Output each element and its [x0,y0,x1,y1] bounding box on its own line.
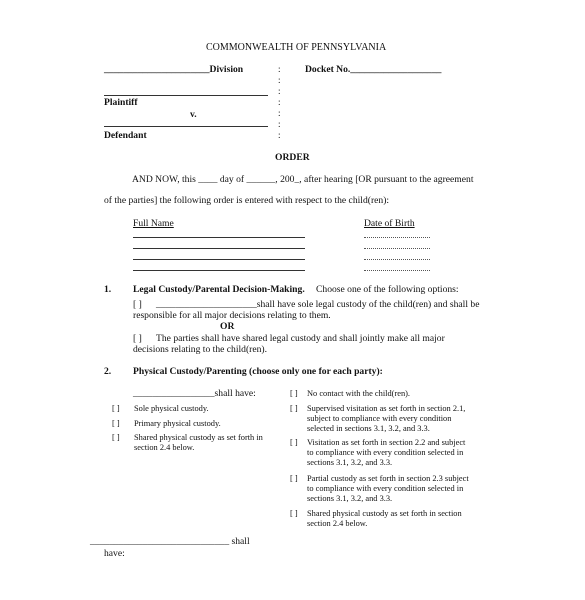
child-name-line [133,270,305,271]
legal-custody-sole-text-1: _____________________shall have sole legal custody of the child(ren) and shall be [156,299,480,310]
plaintiff-label: Plaintiff [104,97,138,108]
child-dob-line [364,237,430,238]
supervised-visitation-label: subject to compliance with every condition [307,414,452,423]
partial-custody-checkbox[interactable]: [ ] [290,474,298,483]
supervised-visitation-label: selected in sections 3.1, 3.2, and 3.3. [307,424,430,433]
visitation-label: to compliance with every condition selected in [307,448,464,457]
children-date-of-birth-header: Date of Birth [364,218,415,229]
order-intro-line-2: of the parties] the following order is entered with respect to the child(ren): [104,195,390,206]
caption-blank-line-1 [104,95,268,96]
section-2-title: Physical Custody/Parenting (choose only one for each party): [133,366,383,377]
supervised-visitation-checkbox[interactable]: [ ] [290,404,298,413]
no-contact-checkbox[interactable]: [ ] [290,389,298,398]
section-1-title: Legal Custody/Parental Decision-Making. [133,284,305,295]
visitation-label: sections 3.1, 3.2, and 3.3. [307,458,393,467]
or-separator: OR [220,321,235,332]
children-full-name-header: Full Name [133,218,174,229]
division-field: ______________________Division [104,64,244,75]
child-name-line [133,259,305,260]
shared-physical-custody-label: section 2.4 below. [134,443,195,452]
shared-physical-custody-label: Shared physical custody as set forth in [134,433,263,442]
visitation-label: Visitation as set forth in section 2.2 and subject [307,438,466,447]
legal-custody-shared-text-1: The parties shall have shared legal custody and shall jointly make all major [156,333,445,344]
shared-physical-custody-right-label: Shared physical custody as set forth in section [307,509,462,518]
order-intro-line-1: AND NOW, this ____ day of ______, 200_, after hearing [OR pursuant to the agreement [132,174,474,185]
primary-physical-custody-checkbox[interactable]: [ ] [112,419,120,428]
visitation-checkbox[interactable]: [ ] [290,438,298,447]
supervised-visitation-label: Supervised visitation as set forth in section 2.1, [307,404,466,413]
docket-number-field: Docket No.___________________ [305,64,442,75]
child-dob-line [364,270,430,271]
section-1-instructions: Choose one of the following options: [316,284,459,295]
physical-custody-party-line: _________________shall have: [133,388,256,399]
legal-custody-shared-text-2: decisions relating to the child(ren). [133,344,268,355]
partial-custody-label: sections 3.1, 3.2, and 3.3. [307,494,393,503]
caption-colon: : [278,64,281,74]
legal-custody-shared-checkbox[interactable]: [ ] [133,333,142,344]
child-dob-line [364,248,430,249]
primary-physical-custody-label: Primary physical custody. [134,419,221,428]
shared-physical-custody-checkbox[interactable]: [ ] [112,433,120,442]
shared-physical-custody-right-checkbox[interactable]: [ ] [290,509,298,518]
caption-blank-line-2 [104,126,268,127]
shared-physical-custody-right-label: section 2.4 below. [307,519,368,528]
caption-colon: : [278,119,281,129]
second-party-have-label: have: [104,548,125,559]
caption-colon: : [278,86,281,96]
order-heading: ORDER [275,152,310,163]
defendant-label: Defendant [104,130,147,141]
section-1-number: 1. [104,284,112,295]
caption-colon: : [278,130,281,140]
child-name-line [133,237,305,238]
versus-label: v. [190,109,197,120]
second-party-line: _____________________________ shall [90,536,250,547]
section-2-number: 2. [104,366,112,377]
caption-colon: : [278,108,281,118]
legal-custody-sole-checkbox[interactable]: [ ] [133,299,142,310]
child-name-line [133,248,305,249]
caption-colon: : [278,97,281,107]
document-title: COMMONWEALTH OF PENNSYLVANIA [206,42,387,53]
sole-physical-custody-label: Sole physical custody. [134,404,209,413]
child-dob-line [364,259,430,260]
partial-custody-label: to compliance with every condition selected in [307,484,464,493]
legal-custody-sole-text-2: responsible for all major decisions relating to them. [133,310,331,321]
caption-colon: : [278,75,281,85]
no-contact-label: No contact with the child(ren). [307,389,411,398]
partial-custody-label: Partial custody as set forth in section 2.3 subject [307,474,469,483]
sole-physical-custody-checkbox[interactable]: [ ] [112,404,120,413]
